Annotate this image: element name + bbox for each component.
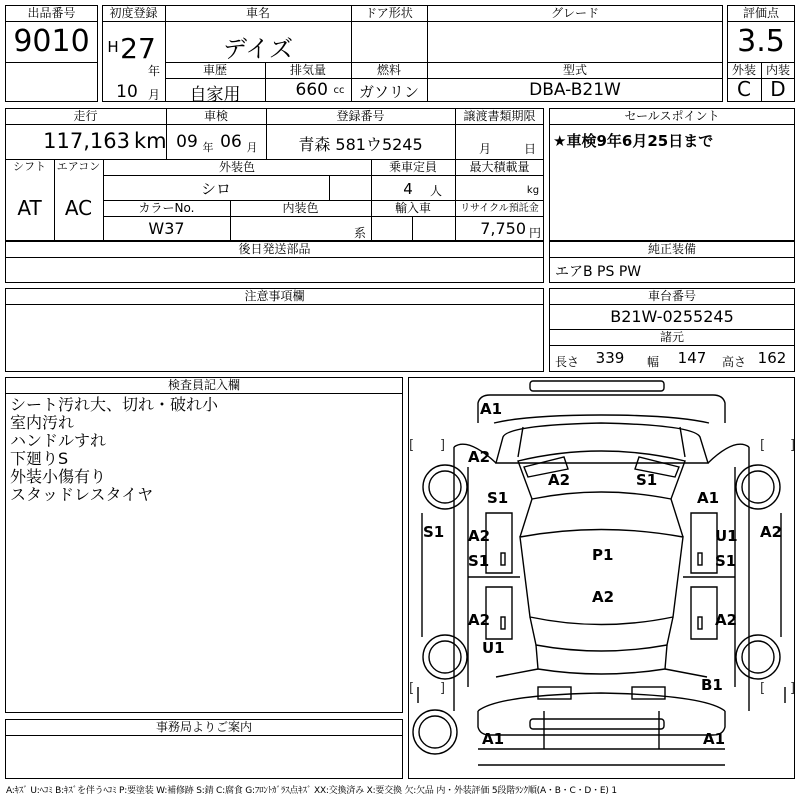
bracket-mark: [ (409, 681, 415, 696)
inspector-notes (10, 396, 218, 504)
sales-point-label: セールスポイント (624, 109, 720, 123)
bracket-mark: ] (790, 438, 796, 453)
width-label: 幅 (647, 355, 660, 369)
caution-label: 注意事項欄 (244, 289, 305, 303)
height: 162 (757, 349, 787, 367)
length-label: 長さ (555, 355, 580, 369)
height-label: 高さ (722, 355, 747, 369)
genuine-equipment: エアB PS PW (555, 264, 642, 280)
month-unit: 月 (147, 88, 160, 102)
office-label: 事務局よりご案内 (155, 720, 252, 734)
length: 339 (595, 349, 625, 367)
note-line: 外装小傷有り (10, 467, 107, 486)
shift: AT (17, 196, 42, 220)
recycle-unit: 円 (528, 226, 541, 240)
inspection-month: 06 (220, 132, 242, 152)
damage-mark: A1 (697, 489, 720, 507)
shift-label: シフト (13, 160, 46, 173)
bracket-mark: [ (760, 681, 766, 696)
year: 27 (120, 32, 156, 65)
inspection-year-unit: 年 (202, 141, 214, 154)
interior-label: 内装 (765, 63, 790, 77)
lot-label: 出品番号 (27, 6, 76, 20)
later-parts-label: 後日発送部品 (238, 242, 311, 256)
transfer-month-unit: 月 (478, 142, 491, 156)
model-label: 型式 (562, 63, 587, 77)
damage-mark: S1 (636, 471, 658, 489)
import-label: 輸入車 (394, 201, 431, 215)
inspector-label: 検査員記入欄 (167, 378, 240, 392)
plate-label: 登録番号 (336, 109, 385, 123)
damage-mark: S1 (423, 523, 445, 541)
ac-label: エアコン (56, 160, 101, 173)
note-line: 室内汚れ (10, 413, 75, 432)
damage-mark: A2 (592, 588, 615, 606)
model: DBA-B21W (529, 80, 621, 100)
transfer-deadline-label: 譲渡書類期限 (463, 109, 536, 123)
damage-mark: U1 (715, 527, 738, 545)
inspection-label: 車検 (203, 109, 228, 123)
ext-color: シロ (200, 180, 231, 198)
history-label: 車歴 (202, 63, 227, 77)
capacity-label: 乗車定員 (388, 160, 437, 174)
damage-mark: S1 (715, 552, 737, 570)
mileage: 117,163 (43, 129, 130, 153)
genuine-label: 純正装備 (647, 242, 696, 256)
max-load-label: 最大積載量 (469, 160, 530, 174)
int-color-unit: 系 (353, 226, 366, 240)
mileage-unit: km (134, 129, 167, 153)
note-line: ハンドルすれ (10, 431, 107, 450)
damage-mark: A1 (480, 400, 503, 418)
color-no-label: カラーNo. (138, 201, 195, 215)
door-label: ドア形状 (365, 6, 413, 20)
damage-mark: A2 (760, 523, 783, 541)
legend-text: A:ｷｽﾞ U:ﾍｺﾐ B:ｷｽﾞを伴うﾍｺﾐ P:要塗装 W:補修跡 S:錆 C:腐食 G:ﾌﾛﾝﾄｶﾞﾗｽ点ｷｽﾞ XX:交換済み X:要交換 欠:欠品 内・外装評価 5段階ﾗﾝｸ順(A・B・C・D・E) 1 (6, 786, 617, 796)
damage-mark: A2 (548, 471, 571, 489)
note-line: スタッドレスタイヤ (10, 485, 154, 504)
exterior-grade: C (737, 77, 751, 101)
grade-label: グレード (550, 6, 599, 20)
era: H (107, 38, 119, 56)
displacement-label: 排気量 (289, 63, 326, 77)
score: 3.5 (737, 24, 785, 59)
damage-mark: P1 (592, 546, 614, 564)
recycle-fee: 7,750 (480, 219, 526, 238)
displacement: 660 (295, 80, 328, 100)
mileage-label: 走行 (73, 109, 98, 123)
bracket-mark: [ (409, 438, 415, 453)
note-line: シート汚れ大、切れ・破れ小 (10, 395, 219, 414)
ac: AC (64, 196, 93, 220)
sales-point: ★車検9年6月25日まで (553, 132, 714, 150)
inspection-month-unit: 月 (246, 141, 258, 154)
damage-mark: A1 (703, 730, 726, 748)
damage-mark: A1 (482, 730, 505, 748)
note-line: 下廻りS (10, 449, 69, 468)
fuel: ガソリン (358, 83, 419, 101)
interior-grade: D (770, 77, 786, 101)
car-name-label: 車名 (245, 6, 270, 20)
recycle-label: リサイクル預託金 (460, 203, 539, 214)
damage-mark: A2 (468, 611, 491, 629)
displacement-unit: cc (333, 85, 345, 96)
bracket-mark: ] (440, 681, 446, 696)
chassis-label: 車台番号 (647, 289, 696, 303)
bracket-mark: [ (760, 438, 766, 453)
damage-mark: S1 (487, 489, 509, 507)
damage-mark: U1 (482, 639, 505, 657)
damage-mark: A2 (715, 611, 738, 629)
max-load-unit: kg (526, 185, 540, 196)
lot-number: 9010 (13, 24, 90, 59)
color-no: W37 (148, 219, 185, 238)
damage-mark: B1 (701, 676, 723, 694)
exterior-label: 外装 (731, 63, 756, 77)
damage-mark: A2 (468, 448, 491, 466)
sales-point-box (549, 108, 795, 241)
first-reg-label: 初度登録 (109, 6, 158, 20)
spec-label: 諸元 (659, 330, 684, 344)
history: 自家用 (189, 85, 241, 105)
damage-mark: A2 (468, 527, 491, 545)
fuel-label: 燃料 (376, 63, 401, 77)
int-color-label: 内装色 (282, 201, 319, 215)
month: 10 (116, 82, 138, 102)
car-diagram (408, 377, 795, 779)
bracket-mark: ] (790, 681, 796, 696)
plate-number: 青森 581ウ5245 (298, 135, 423, 154)
transfer-day-unit: 日 (523, 142, 536, 156)
car-name: デイズ (222, 35, 294, 63)
capacity: 4 (403, 180, 413, 198)
score-label: 評価点 (742, 6, 779, 20)
inspection-year: 09 (176, 132, 198, 152)
ext-color-label: 外装色 (218, 160, 255, 174)
capacity-unit: 人 (429, 184, 442, 198)
chassis-number: B21W-0255245 (610, 307, 734, 326)
bracket-mark: ] (440, 438, 446, 453)
damage-mark: S1 (468, 552, 490, 570)
year-unit: 年 (147, 64, 160, 78)
width: 147 (677, 349, 707, 367)
